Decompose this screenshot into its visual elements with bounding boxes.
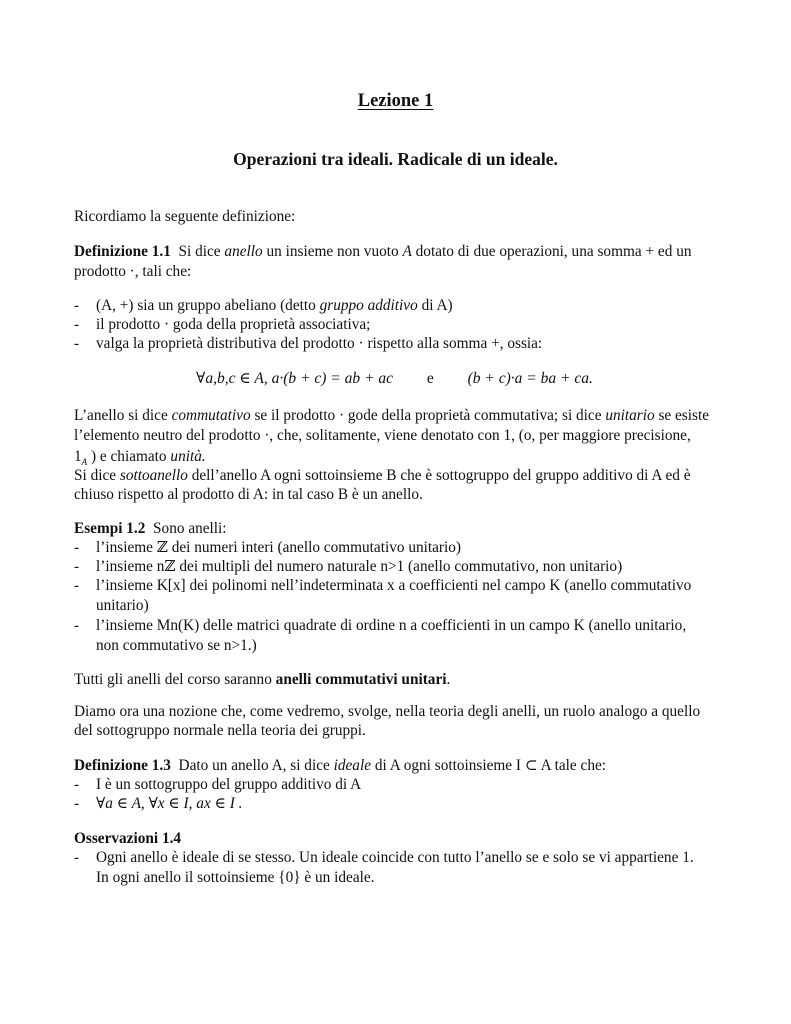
observations-label: Osservazioni 1.4 <box>74 830 182 847</box>
list-bullet: - <box>74 316 80 333</box>
list-bullet: - <box>74 617 80 634</box>
paragraph-text: se esiste <box>658 407 710 424</box>
observation-item: Ogni anello è ideale di se stesso. Un ideale coincide con tutto l’anello se e solo se vi appartiene 1. <box>96 849 694 866</box>
term-commutativo: commutativo <box>171 407 251 424</box>
list-item-text: (A, +) sia un gruppo abeliano (detto <box>96 297 316 314</box>
commutative-paragraph-line1 <box>74 406 720 426</box>
examples-text: Sono anelli: <box>153 520 227 537</box>
list-bullet: - <box>74 335 80 352</box>
definition-label: Definizione 1.3 <box>74 757 171 774</box>
term-ideale: ideale <box>333 757 371 774</box>
definition-1-1 <box>74 242 720 262</box>
paragraph-text: L’anello si dice <box>74 407 168 424</box>
term-sottoanello: sottoanello <box>119 467 188 484</box>
term-anello: anello <box>224 243 263 260</box>
paragraph-text: ) e chiamato <box>90 448 167 465</box>
lesson-subtitle: Operazioni tra ideali. Radicale di un ideale. <box>233 149 558 169</box>
example-item: l’insieme Mn(K) delle matrici quadrate di ordine n a coefficienti in un campo K (anello unitario, <box>96 617 687 634</box>
paragraph-text: . <box>446 671 451 688</box>
term-unita: unità. <box>170 448 206 465</box>
example-item: l’insieme K[x] dei polinomi nell’indeterminata x a coefficienti nel campo K (anello commutativo <box>96 577 692 594</box>
bold-phrase: anelli commutativi unitari <box>275 671 447 688</box>
list-bullet: - <box>74 558 80 575</box>
definition-label: Definizione 1.1 <box>74 243 171 260</box>
variable: A <box>402 243 412 260</box>
list-item: valga la proprietà distributiva del prodotto · rispetto alla somma +, ossia: <box>96 335 543 352</box>
all-rings-statement <box>74 670 720 690</box>
term-gruppo-additivo: gruppo additivo <box>319 297 418 314</box>
example-item: l’insieme nℤ dei multipli del numero naturale n>1 (anello commutativo, non unitario) <box>96 558 623 575</box>
subring-paragraph-line2: chiuso rispetto al prodotto di A: in tal caso B è un anello. <box>74 486 423 503</box>
formula-left: ∀a,b,c ∈ A, a·(b + c) = ab + ac <box>196 370 393 387</box>
definition-text: un insieme non vuoto <box>266 243 399 260</box>
definition-1-3 <box>74 756 720 776</box>
paragraph-text: se il prodotto · gode della proprietà commutativa; si dice <box>254 407 602 424</box>
lesson-title: Lezione 1 <box>357 91 434 111</box>
list-bullet: - <box>74 297 80 314</box>
unit-subscript: A <box>81 457 88 467</box>
subring-paragraph-line1 <box>74 466 720 486</box>
examples-1-2 <box>74 519 720 539</box>
list-item <box>96 296 720 316</box>
definition-text: di A ogni sottoinsieme I ⊂ A tale che: <box>374 757 607 774</box>
example-item-continuation: unitario) <box>96 597 149 614</box>
ideal-condition: ∀a ∈ A, ∀x ∈ I, ax ∈ I . <box>96 795 243 812</box>
paragraph-text: dell’anello A ogni sottoinsieme B che è sottogruppo del gruppo additivo di A ed è <box>191 467 691 484</box>
list-item: il prodotto · goda della proprietà associativa; <box>96 316 371 333</box>
list-item-text: di A) <box>421 297 453 314</box>
formula-connector: e <box>426 370 434 387</box>
notion-paragraph-line2: del sottogruppo normale nella teoria dei gruppi. <box>74 722 366 739</box>
example-item: l’insieme ℤ dei numeri interi (anello commutativo unitario) <box>96 539 462 556</box>
term-unitario: unitario <box>605 407 655 424</box>
definition-text: dotato di due operazioni, una somma + ed un <box>415 243 692 260</box>
distributive-formula <box>196 369 593 389</box>
unit-symbol: 1 <box>74 448 82 465</box>
list-bullet: - <box>74 577 80 594</box>
definition-text: Dato un anello A, si dice <box>178 757 330 774</box>
notion-paragraph-line1: Diamo ora una nozione che, come vedremo, svolge, nella teoria degli anelli, un ruolo analogo a quello <box>74 703 701 720</box>
commutative-paragraph-line2: l’elemento neutro del prodotto ·, che, solitamente, viene denotato con 1, (o, per maggiore precisione, <box>74 427 691 444</box>
definition-text: Si dice <box>178 243 221 260</box>
examples-label: Esempi 1.2 <box>74 520 146 537</box>
paragraph-text: Tutti gli anelli del corso saranno <box>74 671 272 688</box>
intro-text: Ricordiamo la seguente definizione: <box>74 208 296 225</box>
formula-right: (b + c)·a = ba + ca. <box>467 370 593 387</box>
paragraph-text: Si dice <box>74 467 117 484</box>
list-bullet: - <box>74 849 80 866</box>
observation-item-continuation: In ogni anello il sottoinsieme {0} è un ideale. <box>96 869 375 886</box>
list-bullet: - <box>74 776 80 793</box>
definition-1-1-line2: prodotto ·, tali che: <box>74 263 192 280</box>
example-item-continuation: non commutativo se n>1.) <box>96 637 257 654</box>
list-bullet: - <box>74 539 80 556</box>
list-bullet: - <box>74 795 80 812</box>
ideal-condition: I è un sottogruppo del gruppo additivo di A <box>96 776 362 793</box>
